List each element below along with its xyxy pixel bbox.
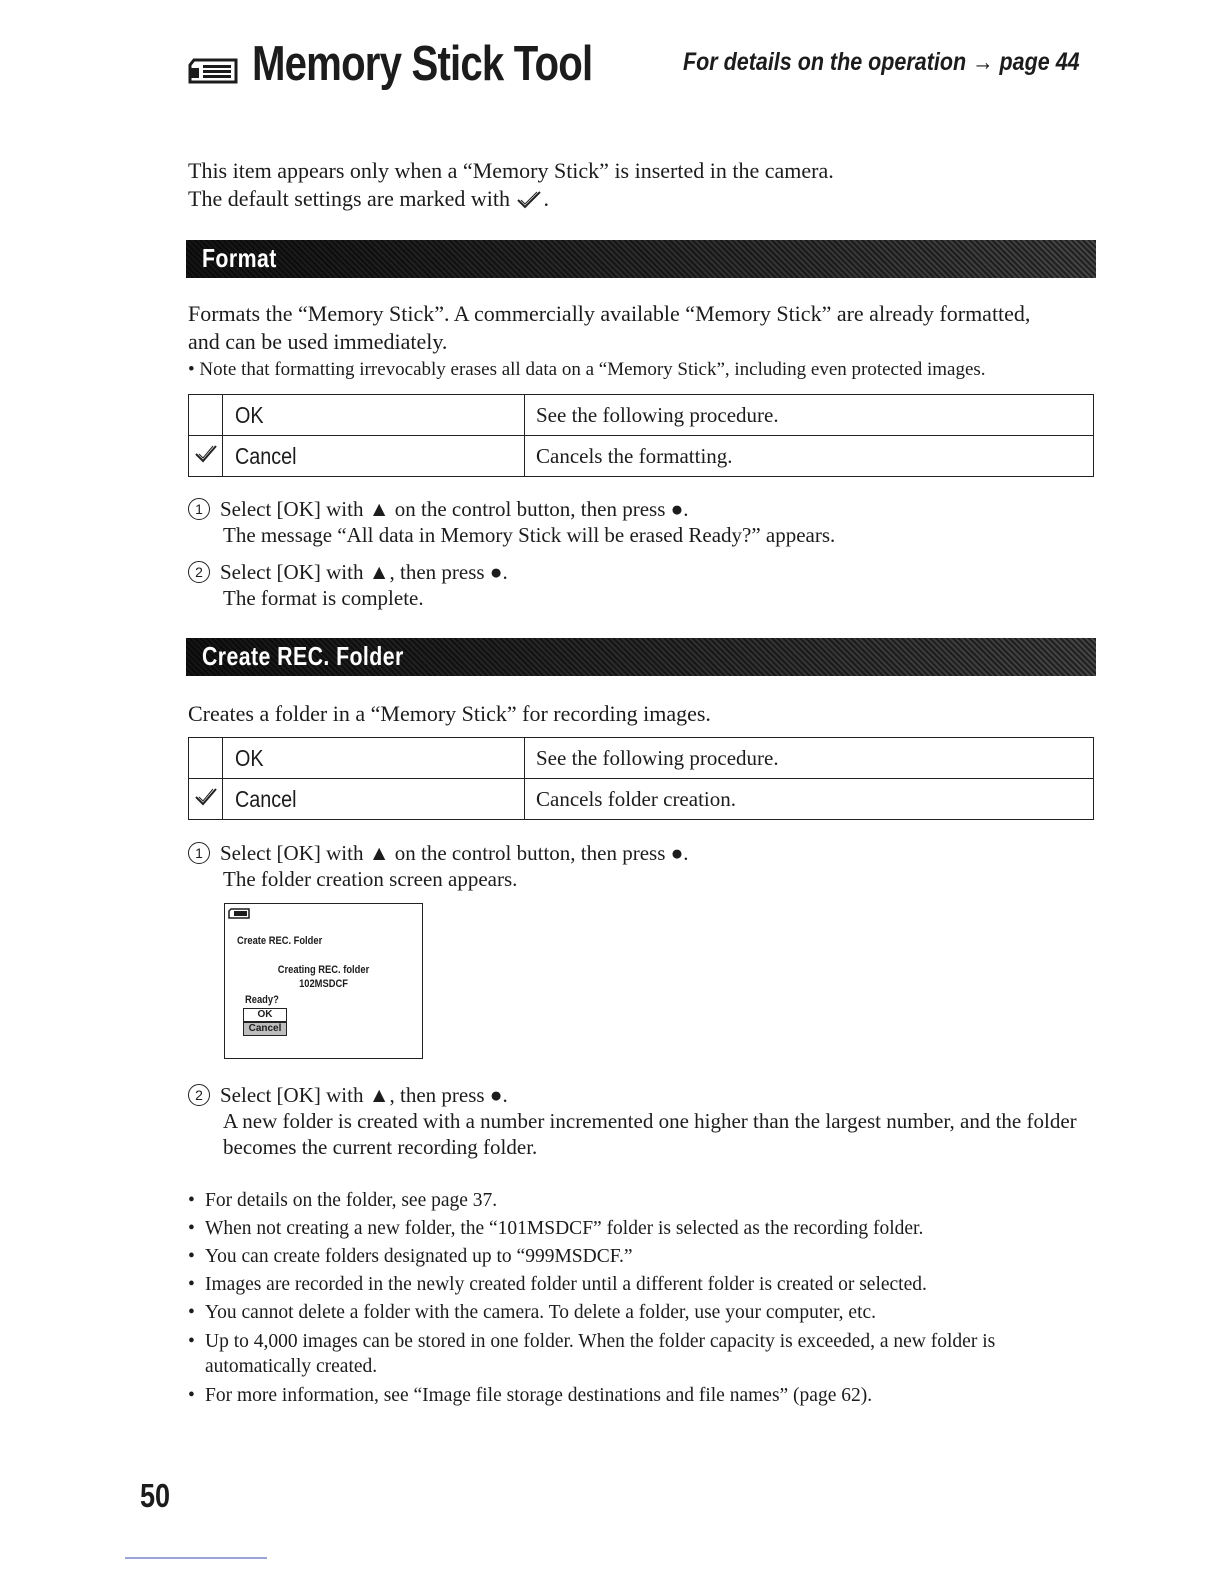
footer-rule — [125, 1557, 267, 1559]
create-folder-options-table — [188, 737, 1094, 820]
option-description: Cancels the formatting. — [525, 436, 1094, 477]
create-folder-step-1 — [188, 840, 1088, 892]
notes-list — [188, 1187, 1088, 1410]
step-number: 1 — [188, 498, 210, 520]
default-check-icon — [194, 787, 218, 807]
list-item: • When not creating a new folder, the “101MSDCF” folder is selected as the recording folder. — [188, 1215, 1088, 1243]
list-item: • You can create folders designated up to “999MSDCF.” — [188, 1243, 1088, 1271]
step-text: Select [OK] with ▲, then press ●. — [220, 560, 508, 584]
table-row — [189, 779, 1094, 820]
intro-line-2: The default settings are marked with . — [188, 186, 549, 211]
step-text: Select [OK] with ▲ on the control button, then press ●. — [220, 497, 689, 521]
intro-default-text: The default settings are marked with — [188, 186, 510, 211]
step-number: 1 — [188, 842, 210, 864]
default-check-icon — [515, 190, 543, 210]
page-title: Memory Stick Tool — [252, 37, 593, 91]
check-cell — [189, 738, 223, 779]
screen-cancel-button[interactable]: Cancel — [243, 1022, 287, 1036]
create-folder-description: Creates a folder in a “Memory Stick” for recording images. — [188, 701, 711, 726]
list-item: • You cannot delete a folder with the camera. To delete a folder, use your computer, etc. — [188, 1299, 1088, 1327]
format-description: Formats the “Memory Stick”. A commercially available “Memory Stick” are already formatted, and can be used immediately. — [188, 301, 1031, 354]
list-item: • For details on the folder, see page 37. — [188, 1187, 1088, 1215]
create-folder-step-2 — [188, 1082, 1088, 1160]
format-section-header — [186, 240, 1096, 278]
option-label: OK — [235, 401, 264, 428]
option-description: Cancels folder creation. — [525, 779, 1094, 820]
list-item: • Up to 4,000 images can be stored in one folder. When the folder capacity is exceeded, a new folder is automatically created. — [188, 1329, 1088, 1379]
step-text: Select [OK] with ▲, then press ●. — [220, 1083, 508, 1107]
step-subtext: The folder creation screen appears. — [223, 867, 518, 891]
intro-line-1: This item appears only when a “Memory Stick” is inserted in the camera. — [188, 158, 834, 183]
step-number: 2 — [188, 561, 210, 583]
screen-folder-name: 102MSDCF — [299, 978, 348, 990]
operation-page-reference: For details on the operation → page 44 — [683, 48, 1080, 76]
option-label: Cancel — [235, 785, 297, 812]
screen-message: Creating REC. folder — [277, 964, 370, 976]
format-note-text: Note that formatting irrevocably erases all data on a “Memory Stick”, including even protected images. — [199, 359, 986, 380]
check-cell — [189, 395, 223, 436]
step-subtext: The format is complete. — [223, 586, 424, 610]
table-row — [189, 436, 1094, 477]
step-number: 2 — [188, 1084, 210, 1106]
camera-screen-illustration — [224, 903, 423, 1059]
format-step-1 — [188, 496, 1088, 548]
create-folder-heading: Create REC. Folder — [202, 641, 404, 671]
format-note: • Note that formatting irrevocably erases all data on a “Memory Stick”, including even protected images. — [188, 359, 986, 380]
table-row — [189, 738, 1094, 779]
list-item: • Images are recorded in the newly created folder until a different folder is created or selected. — [188, 1271, 1088, 1299]
option-description: See the following procedure. — [525, 738, 1094, 779]
screen-ready-prompt: Ready? — [245, 994, 279, 1006]
option-label: Cancel — [235, 442, 297, 469]
step-subtext: A new folder is created with a number incremented one higher than the largest number, and the folder becomes the current recording folder. — [223, 1109, 1077, 1159]
memory-stick-icon — [228, 908, 250, 919]
page-number: 50 — [140, 1477, 171, 1514]
create-folder-section-header — [186, 638, 1096, 676]
option-description: See the following procedure. — [525, 395, 1094, 436]
option-label: OK — [235, 744, 264, 771]
table-row — [189, 395, 1094, 436]
screen-title: Create REC. Folder — [237, 935, 323, 947]
screen-ok-button[interactable]: OK — [243, 1008, 287, 1022]
step-text: Select [OK] with ▲ on the control button, then press ●. — [220, 841, 689, 865]
format-heading: Format — [202, 243, 277, 273]
format-options-table — [188, 394, 1094, 477]
format-step-2 — [188, 559, 1088, 611]
default-check-icon — [194, 444, 218, 464]
step-subtext: The message “All data in Memory Stick will be erased Ready?” appears. — [223, 523, 836, 547]
memory-stick-icon — [188, 56, 238, 86]
list-item: • For more information, see “Image file storage destinations and file names” (page 62). — [188, 1382, 1088, 1410]
